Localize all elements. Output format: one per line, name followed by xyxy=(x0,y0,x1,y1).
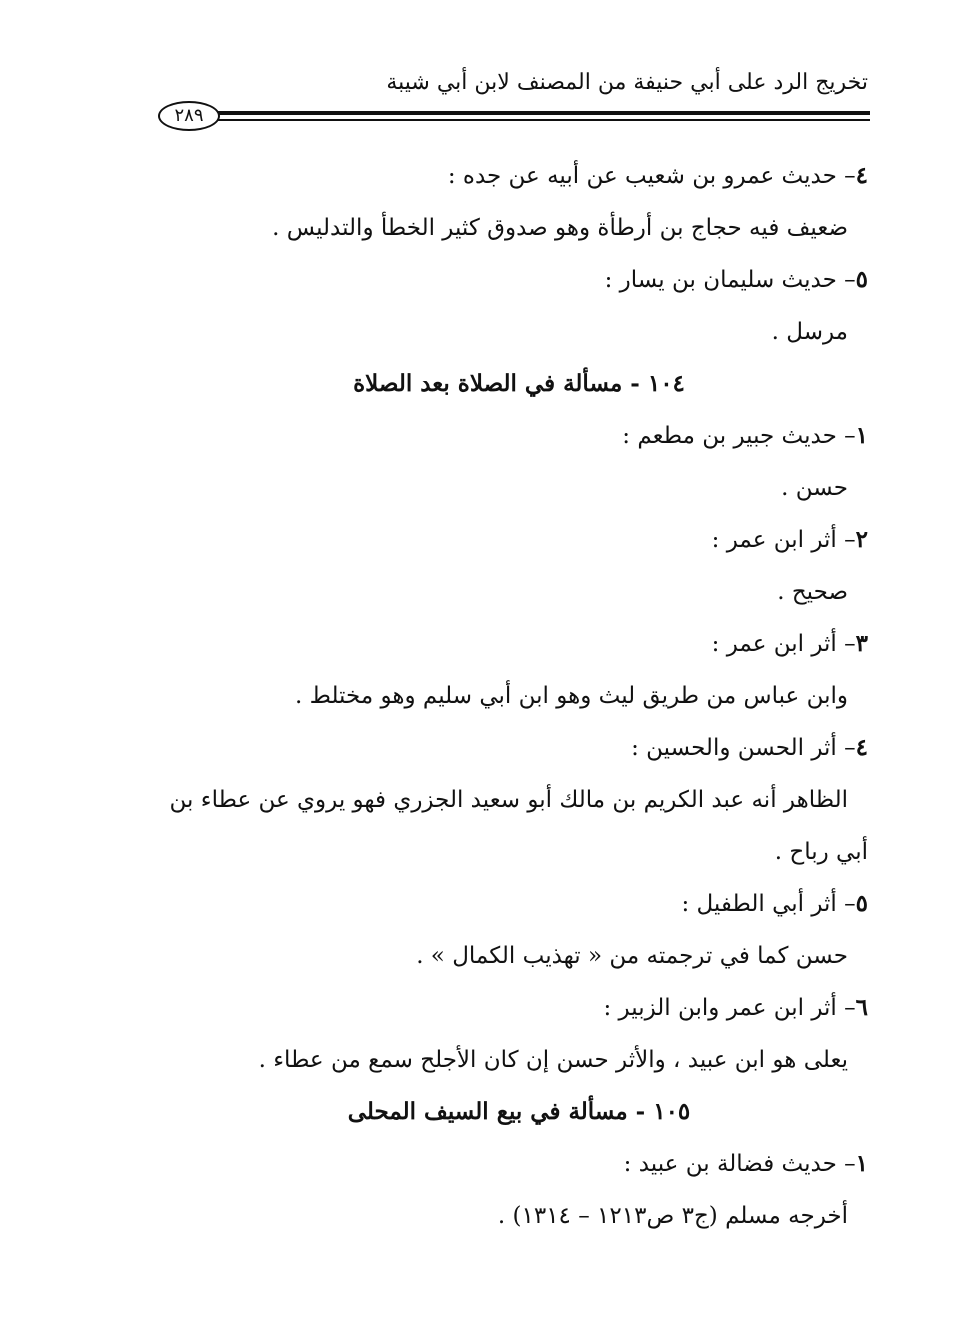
section-heading-105: ١٠٥ - مسألة في بيع السيف المحلى xyxy=(347,1098,691,1125)
item-heading xyxy=(150,722,868,774)
item-number: ٣ xyxy=(855,630,868,657)
item-title: – حديث جبير بن مطعم : xyxy=(622,423,856,449)
running-header-title: تخريج الرد على أبي حنيفة من المصنف لابن أبي شيبة xyxy=(386,70,868,95)
item-body: يعلى هو ابن عبيد ، والأثر حسن إن كان الأجلح سمع من عطاء . xyxy=(258,1047,848,1073)
item-title: – أثر الحسن والحسين : xyxy=(631,735,856,761)
item-heading xyxy=(150,982,868,1034)
item-body: حسن . xyxy=(781,475,848,501)
item-title: – أثر أبي الطفيل : xyxy=(681,891,856,917)
item-title: – أثر ابن عمر : xyxy=(711,527,856,553)
item-number: ٦ xyxy=(855,994,868,1021)
item-body-continuation: أبي رباح . xyxy=(774,839,868,865)
item-number: ١ xyxy=(855,1150,868,1177)
item-title: – أثر ابن عمر وابن الزبير : xyxy=(603,995,856,1021)
item-heading xyxy=(150,150,868,202)
item-body: ضعيف فيه حجاج بن أرطأة وهو صدوق كثير الخطأ والتدليس . xyxy=(272,215,848,241)
item-number: ٤ xyxy=(855,734,868,761)
item-heading xyxy=(150,1138,868,1190)
page-number-badge: ٢٨٩ xyxy=(158,101,220,131)
item-heading xyxy=(150,878,868,930)
item-number: ٤ xyxy=(855,162,868,189)
item-heading xyxy=(150,514,868,566)
item-number: ٢ xyxy=(855,526,868,553)
item-body: صحيح . xyxy=(777,579,848,605)
item-number: ٥ xyxy=(855,266,868,293)
header-rule-thick xyxy=(215,111,870,115)
item-title: – حديث عمرو بن شعيب عن أبيه عن جده : xyxy=(447,163,856,189)
item-body: مرسل . xyxy=(771,319,848,345)
item-body: الظاهر أنه عبد الكريم بن مالك أبو سعيد الجزري فهو يروي عن عطاء بن xyxy=(169,787,848,813)
section-heading-104: ١٠٤ - مسألة في الصلاة بعد الصلاة xyxy=(353,370,685,397)
page-body xyxy=(150,150,868,1242)
item-title: – حديث سليمان بن يسار : xyxy=(604,267,856,293)
item-body: وابن عباس من طريق ليث وهو ابن أبي سليم وهو مختلط . xyxy=(294,683,848,709)
item-number: ١ xyxy=(855,422,868,449)
item-title: – أثر ابن عمر : xyxy=(711,631,856,657)
item-heading xyxy=(150,410,868,462)
item-title: – حديث فضالة بن عبيد : xyxy=(623,1151,856,1177)
item-number: ٥ xyxy=(855,890,868,917)
item-heading xyxy=(150,254,868,306)
item-body: حسن كما في ترجمته من « تهذيب الكمال » . xyxy=(416,943,848,969)
item-body: أخرجه مسلم (ج٣ ص١٢١٣ – ١٣١٤) . xyxy=(497,1203,848,1229)
header-rule-thin xyxy=(215,119,870,121)
item-heading xyxy=(150,618,868,670)
